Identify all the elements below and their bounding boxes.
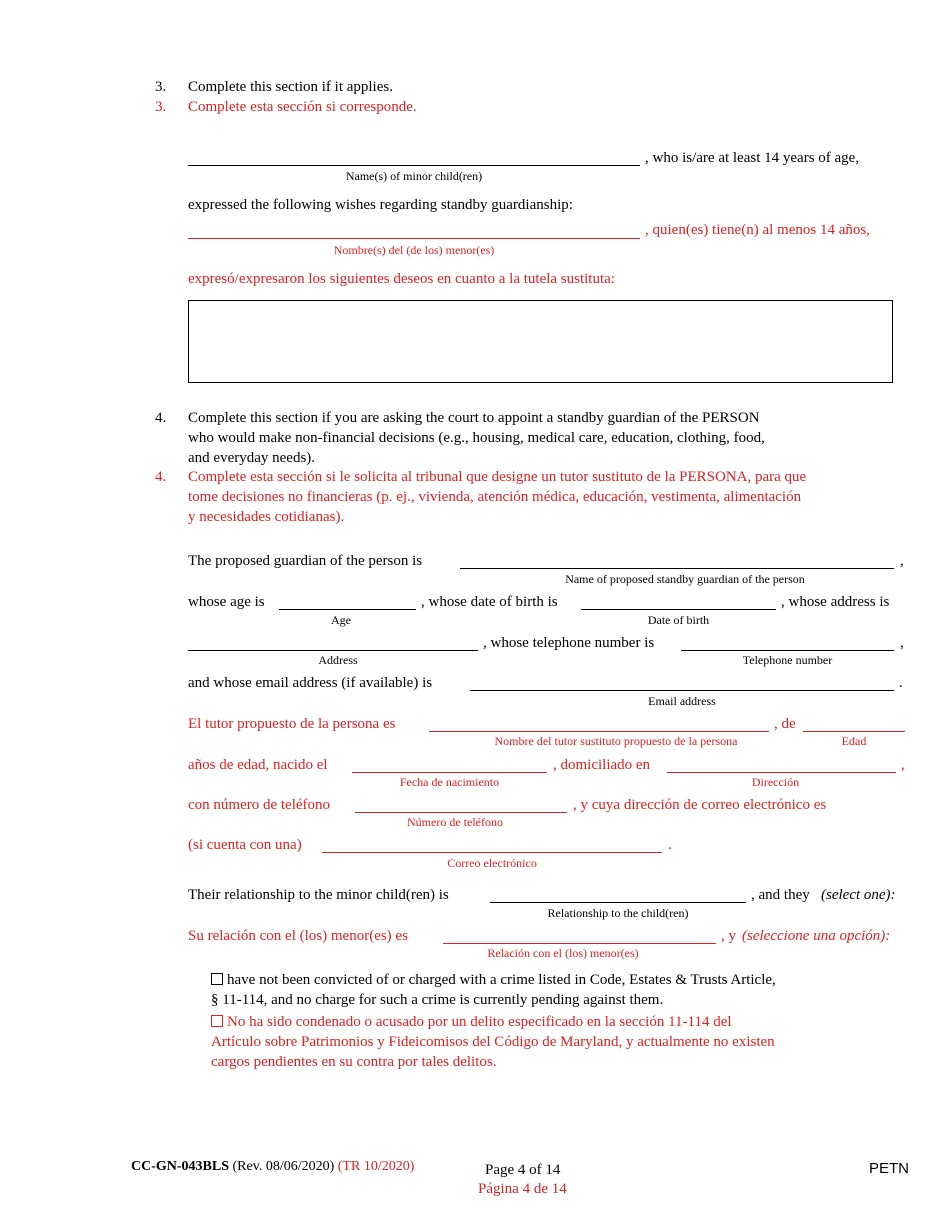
age-label-en: whose age is bbox=[188, 594, 265, 610]
period: . bbox=[899, 675, 903, 691]
intro-es-line: y necesidades cotidianas). bbox=[188, 509, 345, 525]
phone-field[interactable] bbox=[681, 650, 894, 651]
comma: , bbox=[900, 553, 904, 569]
section-4-number-es: 4. bbox=[155, 469, 167, 485]
dob-field-es[interactable] bbox=[352, 772, 547, 773]
phone-caption-es: Número de teléfono bbox=[407, 815, 503, 829]
phone-caption: Telephone number bbox=[742, 653, 833, 667]
form-id-line bbox=[131, 1158, 414, 1176]
proposed-guardian-caption-es: Nombre del tutor sustituto propuesto de la persona bbox=[494, 734, 738, 748]
age-caption: Age bbox=[331, 613, 351, 627]
intro-en-line: who would make non-financial decisions (e.g., housing, medical care, education, clothing, food, bbox=[188, 430, 765, 446]
address-field-es[interactable] bbox=[667, 772, 896, 773]
checkbox-es-line: cargos pendientes en su contra por tales delitos. bbox=[211, 1054, 497, 1070]
minor-name-field-es[interactable] bbox=[188, 238, 640, 239]
no-conviction-checkbox-es[interactable] bbox=[211, 1015, 223, 1027]
section-4-intro-es bbox=[188, 467, 806, 527]
relationship-suffix-es: , y bbox=[721, 928, 736, 944]
address-caption-es: Dirección bbox=[751, 775, 800, 789]
checkbox-es-line: No ha sido condenado o acusado por un delito especificado en la sección 11-114 del bbox=[227, 1014, 732, 1030]
proposed-guardian-label-en: The proposed guardian of the person is bbox=[188, 553, 423, 569]
email-label-en: and whose email address (if available) is bbox=[188, 675, 433, 691]
relationship-suffix-en: , and they bbox=[751, 887, 810, 903]
email-caption: Email address bbox=[648, 694, 716, 708]
section-3-number-en: 3. bbox=[155, 79, 167, 95]
address-label-en: , whose address is bbox=[781, 594, 890, 610]
email-caption-es: Correo electrónico bbox=[447, 856, 537, 870]
period-es: . bbox=[668, 837, 672, 853]
dob-label-en: , whose date of birth is bbox=[421, 594, 558, 610]
section-3-heading-en: Complete this section if it applies. bbox=[188, 79, 393, 95]
intro-en-line: Complete this section if you are asking the court to appoint a standby guardian of the PERSON bbox=[188, 410, 760, 426]
address-caption: Address bbox=[318, 653, 358, 667]
age-line-es: años de edad, nacido el bbox=[188, 757, 328, 773]
age-field[interactable] bbox=[279, 609, 416, 610]
wishes-textbox[interactable] bbox=[188, 300, 893, 383]
email-label-es: (si cuenta con una) bbox=[188, 837, 302, 853]
age-caption-es: Edad bbox=[841, 734, 867, 748]
relationship-field-es[interactable] bbox=[443, 943, 716, 944]
minor-name-caption-en: Name(s) of minor child(ren) bbox=[345, 169, 483, 183]
checkbox-es-line: Artículo sobre Patrimonios y Fideicomisos del Código de Maryland, y actualmente no existen bbox=[211, 1034, 775, 1050]
domiciled-label-es: , domiciliado en bbox=[553, 757, 651, 773]
phone-field-es[interactable] bbox=[355, 812, 567, 813]
intro-es-line: tome decisiones no financieras (p. ej., vivienda, atención médica, educación, vestimenta, alimentación bbox=[188, 489, 802, 505]
comma: , bbox=[900, 635, 904, 651]
select-one-en: (select one): bbox=[821, 887, 896, 903]
section-3-heading-es: Complete esta sección si corresponde. bbox=[188, 99, 417, 115]
phone-label-en: , whose telephone number is bbox=[483, 635, 655, 651]
section-3-number-es: 3. bbox=[155, 99, 167, 115]
form-id: CC-GN-043BLS bbox=[131, 1159, 230, 1174]
relationship-label-en: Their relationship to the minor child(ren) is bbox=[188, 887, 449, 903]
de-label-es: , de bbox=[774, 716, 796, 732]
form-code: PETN bbox=[869, 1160, 910, 1177]
intro-es-line: Complete esta sección si le solicita al tribunal que designe un tutor sustituto de la PERSONA, para que bbox=[188, 469, 807, 485]
email-field[interactable] bbox=[470, 690, 894, 691]
proposed-guardian-name-field-es[interactable] bbox=[429, 731, 769, 732]
checkbox-en-line: have not been convicted of or charged with a crime listed in Code, Estates & Trusts Article, bbox=[227, 972, 776, 988]
proposed-guardian-caption: Name of proposed standby guardian of the person bbox=[565, 572, 805, 586]
relationship-caption: Relationship to the child(ren) bbox=[547, 906, 689, 920]
no-conviction-option-es[interactable] bbox=[211, 1012, 775, 1072]
proposed-guardian-name-field[interactable] bbox=[460, 568, 894, 569]
select-one-es: (seleccione una opción): bbox=[742, 928, 891, 944]
section-4-intro-en bbox=[188, 408, 765, 468]
no-conviction-checkbox[interactable] bbox=[211, 973, 223, 985]
wishes-text-en: expressed the following wishes regarding standby guardianship: bbox=[188, 197, 573, 213]
proposed-guardian-label-es: El tutor propuesto de la persona es bbox=[188, 716, 396, 732]
minor-age-text-es: , quien(es) tiene(n) al menos 14 años, bbox=[645, 222, 870, 238]
relationship-caption-es: Relación con el (los) menor(es) bbox=[487, 946, 639, 960]
intro-en-line: and everyday needs). bbox=[188, 450, 316, 466]
comma-es: , bbox=[901, 757, 905, 773]
dob-caption: Date of birth bbox=[647, 613, 710, 627]
no-conviction-option-en[interactable] bbox=[211, 970, 776, 1010]
minor-age-text-en: , who is/are at least 14 years of age, bbox=[645, 150, 860, 166]
section-4-number-en: 4. bbox=[155, 410, 167, 426]
relationship-field[interactable] bbox=[490, 902, 746, 903]
email-field-es[interactable] bbox=[322, 852, 662, 853]
wishes-text-es: expresó/expresaron los siguientes deseos en cuanto a la tutela sustituta: bbox=[188, 271, 615, 287]
checkbox-en-line: § 11-114, and no charge for such a crime is currently pending against them. bbox=[211, 992, 664, 1008]
page-number-es: Página 4 de 14 bbox=[478, 1181, 567, 1197]
age-field-es[interactable] bbox=[803, 731, 905, 732]
relationship-label-es: Su relación con el (los) menor(es) es bbox=[188, 928, 408, 944]
phone-label-es: con número de teléfono bbox=[188, 797, 331, 813]
form-revision: (Rev. 08/06/2020) bbox=[232, 1159, 335, 1174]
minor-name-field-en[interactable] bbox=[188, 165, 640, 166]
form-translation-date: (TR 10/2020) bbox=[337, 1159, 415, 1174]
dob-field[interactable] bbox=[581, 609, 776, 610]
minor-name-caption-es: Nombre(s) del (de los) menor(es) bbox=[333, 243, 495, 257]
page-number-en: Page 4 of 14 bbox=[485, 1162, 561, 1178]
address-field[interactable] bbox=[188, 650, 478, 651]
dob-caption-es: Fecha de nacimiento bbox=[399, 775, 500, 789]
email-mid-label-es: , y cuya dirección de correo electrónico es bbox=[573, 797, 827, 813]
